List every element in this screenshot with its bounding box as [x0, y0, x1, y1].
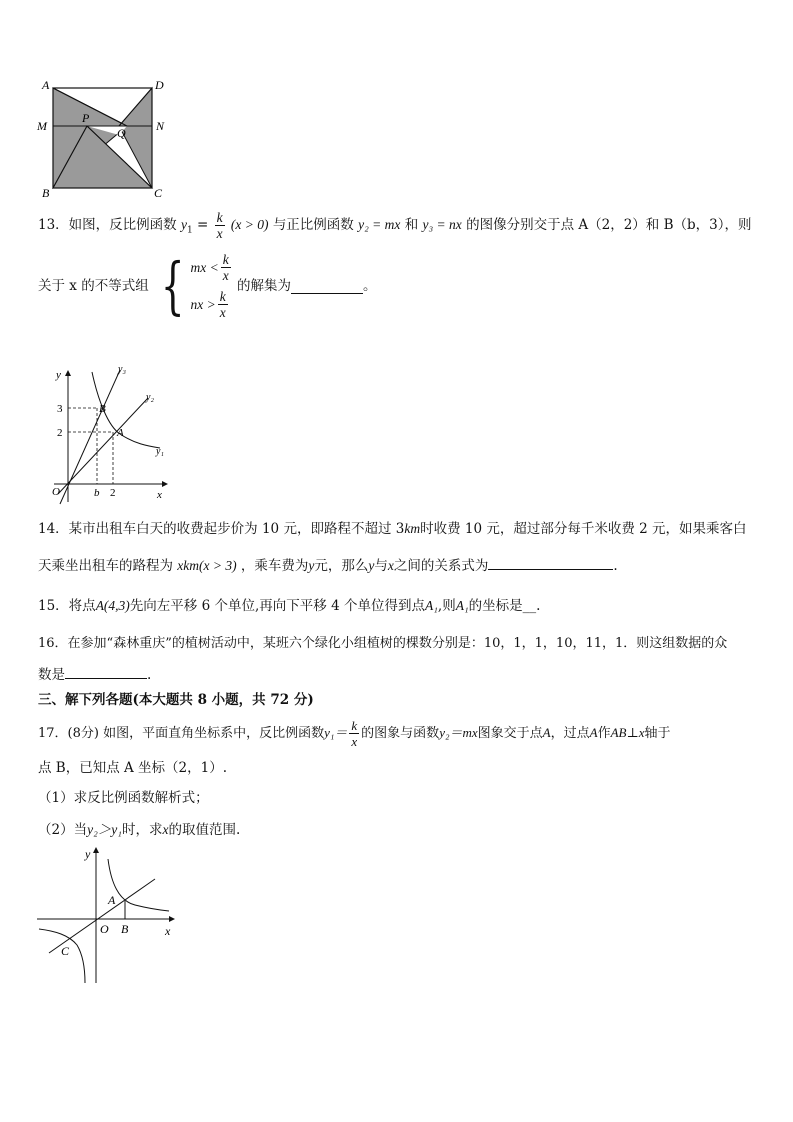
answer-blank-14[interactable] — [488, 555, 613, 570]
axis-label-y: y — [85, 847, 91, 861]
curve-label-y2: y₂ — [146, 392, 154, 403]
tick-label-b: b — [94, 487, 100, 499]
question-16-line1: 16．在参加“森林重庆”的植树活动中，某班六个绿化小组植树的棵数分别是：10，1，1，10，11，1．则这组数据的众 — [38, 636, 728, 651]
figure-q17-graph — [35, 843, 185, 988]
fraction-k-over-x: $\frac{k}{x}$ — [216, 210, 223, 241]
question-17-sub1: （1）求反比例函数解析式； — [38, 790, 209, 806]
origin-label: O — [100, 922, 109, 936]
answer-blank-16[interactable] — [65, 664, 147, 679]
label-n: N — [156, 119, 165, 133]
curve-label-y1: y₁ — [156, 446, 164, 457]
point-label-c: C — [61, 944, 70, 958]
axis-label-x: x — [157, 489, 162, 501]
tick-label-2: 2 — [57, 427, 63, 439]
inequality-system: { mx < $\frac{k}{x}$ nx > $\frac{k}{x}$ — [160, 249, 229, 322]
line-y2 — [49, 879, 155, 953]
axis-label-x: x — [165, 924, 171, 938]
point-label-b: B — [121, 922, 129, 936]
question-17-line2: 点 B，已知点 A 坐标（2，1）. — [38, 760, 228, 776]
question-13-line2: 关于 x 的不等式组 { mx < $\frac{k}{x}$ nx > $\frac{k}{x}$ 的解集为 。 — [38, 249, 377, 322]
label-b: B — [42, 186, 50, 200]
label-p: P — [82, 111, 90, 125]
label-a: A — [42, 78, 50, 92]
figure-square-shaded — [30, 75, 180, 200]
figure-q13-graph — [40, 360, 180, 510]
tick-label-3: 3 — [57, 403, 63, 415]
question-14-line1: 14．某市出租车白天的收费起步价为 10 元，即路程不超过 3km时收费 10 元，超过部分每千米收费 2 元，如果乘客白 — [38, 521, 747, 537]
section-3-title: 三、解下列各题(本大题共 8 小题，共 72 分) — [38, 692, 314, 708]
x-axis-arrow-icon — [162, 481, 168, 487]
label-q: Q — [117, 126, 126, 140]
x-axis-arrow-icon — [169, 916, 175, 922]
question-15: 15．将点A(4,3)先向左平移 6 个单位,再向下平移 4 个单位得到点A₁,则A₁的坐标是__. — [38, 598, 541, 614]
axis-label-y: y — [56, 369, 61, 381]
question-13-line1: 13．如图，反比例函数 $y_1$ = $\frac{k}{x}$ (x > 0) 与正比例函数 y₂ = mx 和 y₃ = nx 的图像分别交于点 A（2，2）和 B（b，3），则 — [38, 210, 752, 241]
y-axis-arrow-icon — [93, 847, 99, 853]
question-14-line2: 天乘坐出租车的路程为 xkm(x > 3) ，乘车费为y元，那么y与x之间的关系式为 . — [38, 555, 618, 576]
label-m: M — [37, 119, 47, 133]
curve-label-y3: y₃ — [118, 364, 126, 375]
curve-first-quadrant — [108, 859, 169, 911]
point-label-a: A — [108, 893, 116, 907]
y-axis-arrow-icon — [65, 370, 71, 376]
tick-label-x2: 2 — [110, 487, 116, 499]
label-d: D — [155, 78, 164, 92]
answer-blank-13[interactable] — [291, 279, 363, 294]
question-17-line1: 17．(8分) 如图，平面直角坐标系中，反比例函数y₁＝ $\frac{k}{x}$ 的图象与函数y₂＝mx图象交于点A，过点A作AB⊥x轴于 — [38, 718, 671, 749]
origin-label: O — [52, 486, 60, 498]
question-17-sub2: （2）当y₂＞y₁时，求x的取值范围. — [38, 822, 241, 838]
label-c: C — [154, 186, 163, 200]
question-16-line2: 数是 . — [38, 664, 151, 685]
point-label-b: B — [99, 403, 106, 415]
point-label-a: A — [117, 427, 124, 439]
